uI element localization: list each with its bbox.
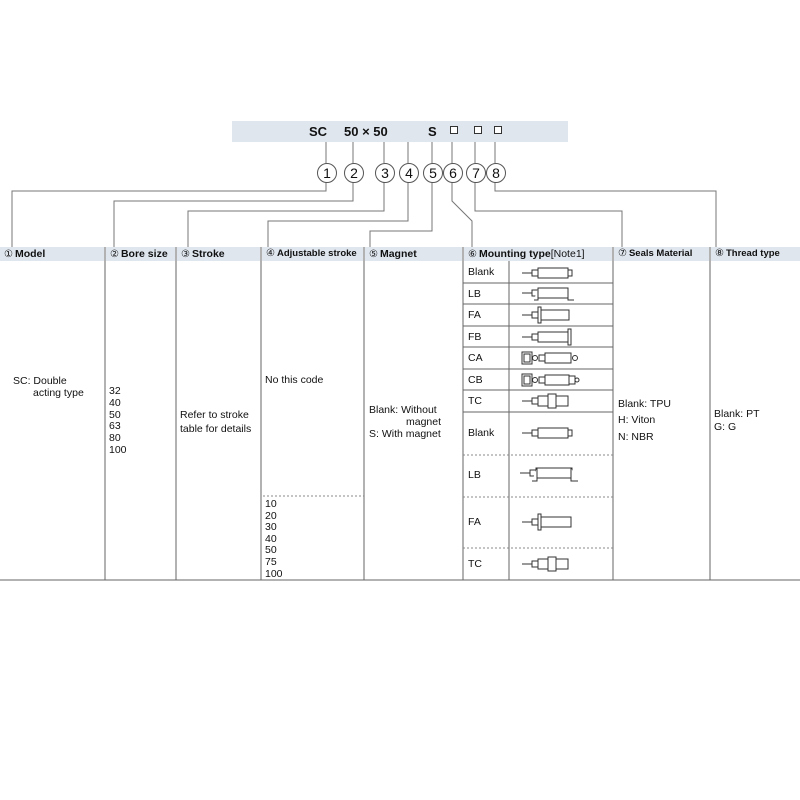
header-number: ⑦ [618, 248, 627, 259]
header-bore-size [106, 247, 175, 261]
mounting-label: LB [468, 288, 481, 300]
bore-size-list [109, 386, 127, 457]
header-label: Mounting type [478, 248, 551, 260]
header-mounting-type [464, 247, 612, 261]
item-number-8: 8 [486, 163, 506, 183]
mounting-label: Blank [468, 266, 495, 278]
thread-item: Blank: PT [714, 408, 760, 420]
item-number-1: 1 [317, 163, 337, 183]
mounting-label: FA [468, 516, 481, 528]
adjustable-stroke-item: 100 [265, 567, 283, 580]
header-adjustable-stroke [262, 247, 363, 261]
magnet-line-1: Blank: Without [369, 404, 437, 416]
header-seals-material [614, 247, 709, 261]
adjustable-stroke-list [265, 499, 283, 580]
bore-size-item: 50 [109, 408, 121, 421]
mounting-label: TC [468, 395, 482, 407]
code-prefix: SC [309, 124, 328, 139]
header-magnet [365, 247, 462, 261]
header-label: Stroke [191, 248, 225, 260]
cylinder-single-clevis-icon [520, 349, 582, 367]
model-line-2: acting type [33, 387, 84, 399]
code-size: 50 × 50 [344, 124, 388, 139]
header-thread-type [711, 247, 800, 261]
cylinder-basic-icon [520, 266, 580, 280]
mounting-label: FB [468, 331, 482, 343]
model-line-1: SC: Double [13, 375, 67, 387]
cylinder-foot-mount-icon [518, 464, 584, 484]
seals-item: H: Viton [618, 414, 656, 426]
header-number: ② [110, 249, 119, 260]
stroke-line-1: Refer to stroke [180, 409, 249, 421]
cylinder-double-clevis-icon [520, 371, 582, 389]
adjustable-no-code: No this code [265, 374, 324, 386]
adjustable-stroke-item: 30 [265, 521, 277, 534]
seals-item: Blank: TPU [618, 398, 671, 410]
adjustable-stroke-item: 40 [265, 532, 277, 545]
item-number-2: 2 [344, 163, 364, 183]
cylinder-rear-flange-icon [520, 328, 580, 346]
code-magnet: S [428, 124, 437, 139]
header-label: Seals Material [628, 248, 693, 259]
header-stroke [177, 247, 260, 261]
header-number: ① [4, 249, 13, 260]
bore-size-item: 100 [109, 443, 127, 456]
adjustable-stroke-item: 10 [265, 498, 277, 510]
mounting-label: TC [468, 558, 482, 570]
mounting-label: LB [468, 469, 481, 481]
adjustable-stroke-item: 75 [265, 555, 277, 568]
magnet-line-2: magnet [406, 416, 442, 428]
thread-item: G: G [714, 421, 737, 433]
mounting-label: Blank [468, 427, 495, 439]
item-number-4: 4 [399, 163, 419, 183]
cylinder-trunnion-icon [520, 556, 580, 572]
header-number: ④ [266, 248, 275, 259]
adjustable-stroke-item: 20 [265, 509, 277, 522]
header-model [0, 247, 104, 261]
bore-size-item: 40 [109, 396, 121, 409]
header-label: Bore size [120, 248, 168, 260]
mounting-label: CA [468, 352, 483, 364]
bore-size-item: 63 [109, 420, 121, 433]
bore-size-item: 80 [109, 432, 121, 445]
mounting-label: CB [468, 374, 483, 386]
cylinder-front-flange-icon [520, 306, 580, 324]
item-number-6: 6 [443, 163, 463, 183]
cylinder-basic-icon [520, 425, 580, 441]
bore-size-item: 32 [109, 385, 121, 397]
header-label: Adjustable stroke [276, 248, 357, 259]
mounting-label: FA [468, 309, 481, 321]
header-note: [Note1] [550, 248, 585, 260]
stroke-line-2: table for details [180, 423, 252, 435]
header-label: Model [14, 248, 46, 260]
cylinder-foot-mount-icon [520, 285, 582, 302]
cylinder-trunnion-icon [520, 393, 580, 409]
item-number-5: 5 [423, 163, 443, 183]
item-number-3: 3 [375, 163, 395, 183]
header-number: ③ [181, 249, 190, 260]
header-label: Magnet [379, 248, 417, 260]
header-label: Thread type [725, 248, 780, 259]
adjustable-stroke-item: 50 [265, 544, 277, 557]
header-number: ⑥ [468, 249, 477, 260]
seals-item: N: NBR [618, 431, 654, 443]
header-number: ⑧ [715, 248, 724, 259]
item-number-7: 7 [466, 163, 486, 183]
cylinder-front-flange-icon [520, 512, 582, 532]
header-number: ⑤ [369, 249, 378, 260]
magnet-line-3: S: With magnet [369, 428, 441, 440]
